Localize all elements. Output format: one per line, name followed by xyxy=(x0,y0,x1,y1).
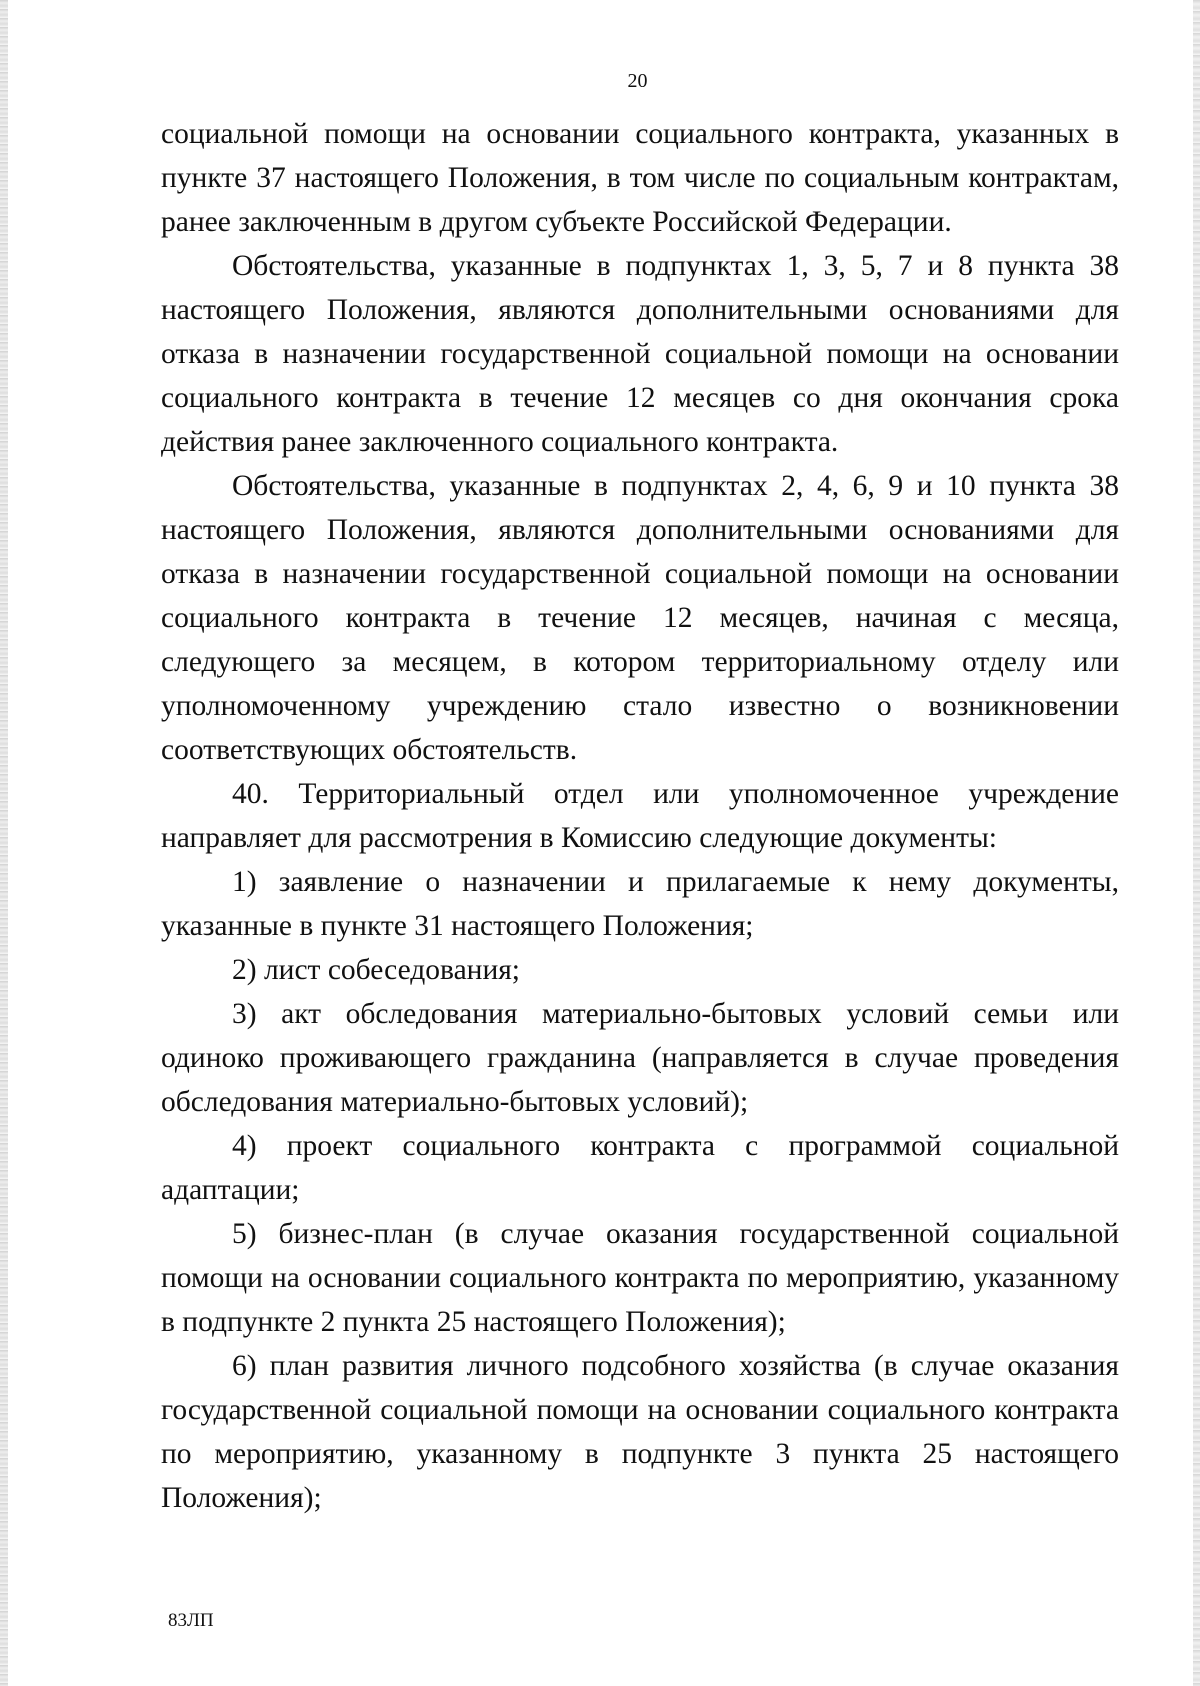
scan-edge-left xyxy=(0,0,8,1686)
list-item-6: 6) план развития личного подсобного хозяйства (в случае оказания государственной социальной помощи на основании социального контракта по мероприятию, указанному в подпункте 3 пункта 25 настоящего Положения); xyxy=(161,1350,1119,1514)
paragraph-continuation: социальной помощи на основании социального контракта, указанных в пункте 37 настоящего Положения, в том числе по социальным контрактам, ранее заключенным в другом субъекте Российской Федерации. xyxy=(161,118,1119,238)
list-item-2: 2) лист собеседования; xyxy=(232,954,520,986)
paragraph-circumstances-2: Обстоятельства, указанные в подпунктах 2, 4, 6, 9 и 10 пункта 38 настоящего Положения, являются дополнительными основаниями для отказа в назначении государственной социальной помощи на основании социального контракта в течение 12 месяцев, начиная с месяца, следующего за месяцем, в котором территориальному отделу или уполномоченному учреждению стало известно о возникновении соответствующих обстоятельств. xyxy=(161,470,1119,766)
list-item-4: 4) проект социального контракта с программой социальной адаптации; xyxy=(161,1130,1119,1206)
paragraph-circumstances-1: Обстоятельства, указанные в подпунктах 1, 3, 5, 7 и 8 пункта 38 настоящего Положения, являются дополнительными основаниями для отказа в назначении государственной социальной помощи на основании социального контракта в течение 12 месяцев со дня окончания срока действия ранее заключенного социального контракта. xyxy=(161,250,1119,458)
footer-document-code: 83ЛП xyxy=(168,1610,214,1631)
scan-edge-right xyxy=(1193,0,1200,1686)
paragraph-item-40: 40. Территориальный отдел или уполномоченное учреждение направляет для рассмотрения в Комиссию следующие документы: xyxy=(161,778,1119,854)
page-number: 20 xyxy=(627,70,648,92)
list-item-1: 1) заявление о назначении и прилагаемые к нему документы, указанные в пункте 31 настоящего Положения; xyxy=(161,866,1119,942)
document-body xyxy=(161,112,1119,1520)
list-item-5: 5) бизнес-план (в случае оказания государственной социальной помощи на основании социального контракта по мероприятию, указанному в подпункте 2 пункта 25 настоящего Положения); xyxy=(161,1218,1119,1338)
list-item-3: 3) акт обследования материально-бытовых условий семьи или одиноко проживающего гражданина (направляется в случае проведения обследования материально-бытовых условий); xyxy=(161,998,1119,1118)
